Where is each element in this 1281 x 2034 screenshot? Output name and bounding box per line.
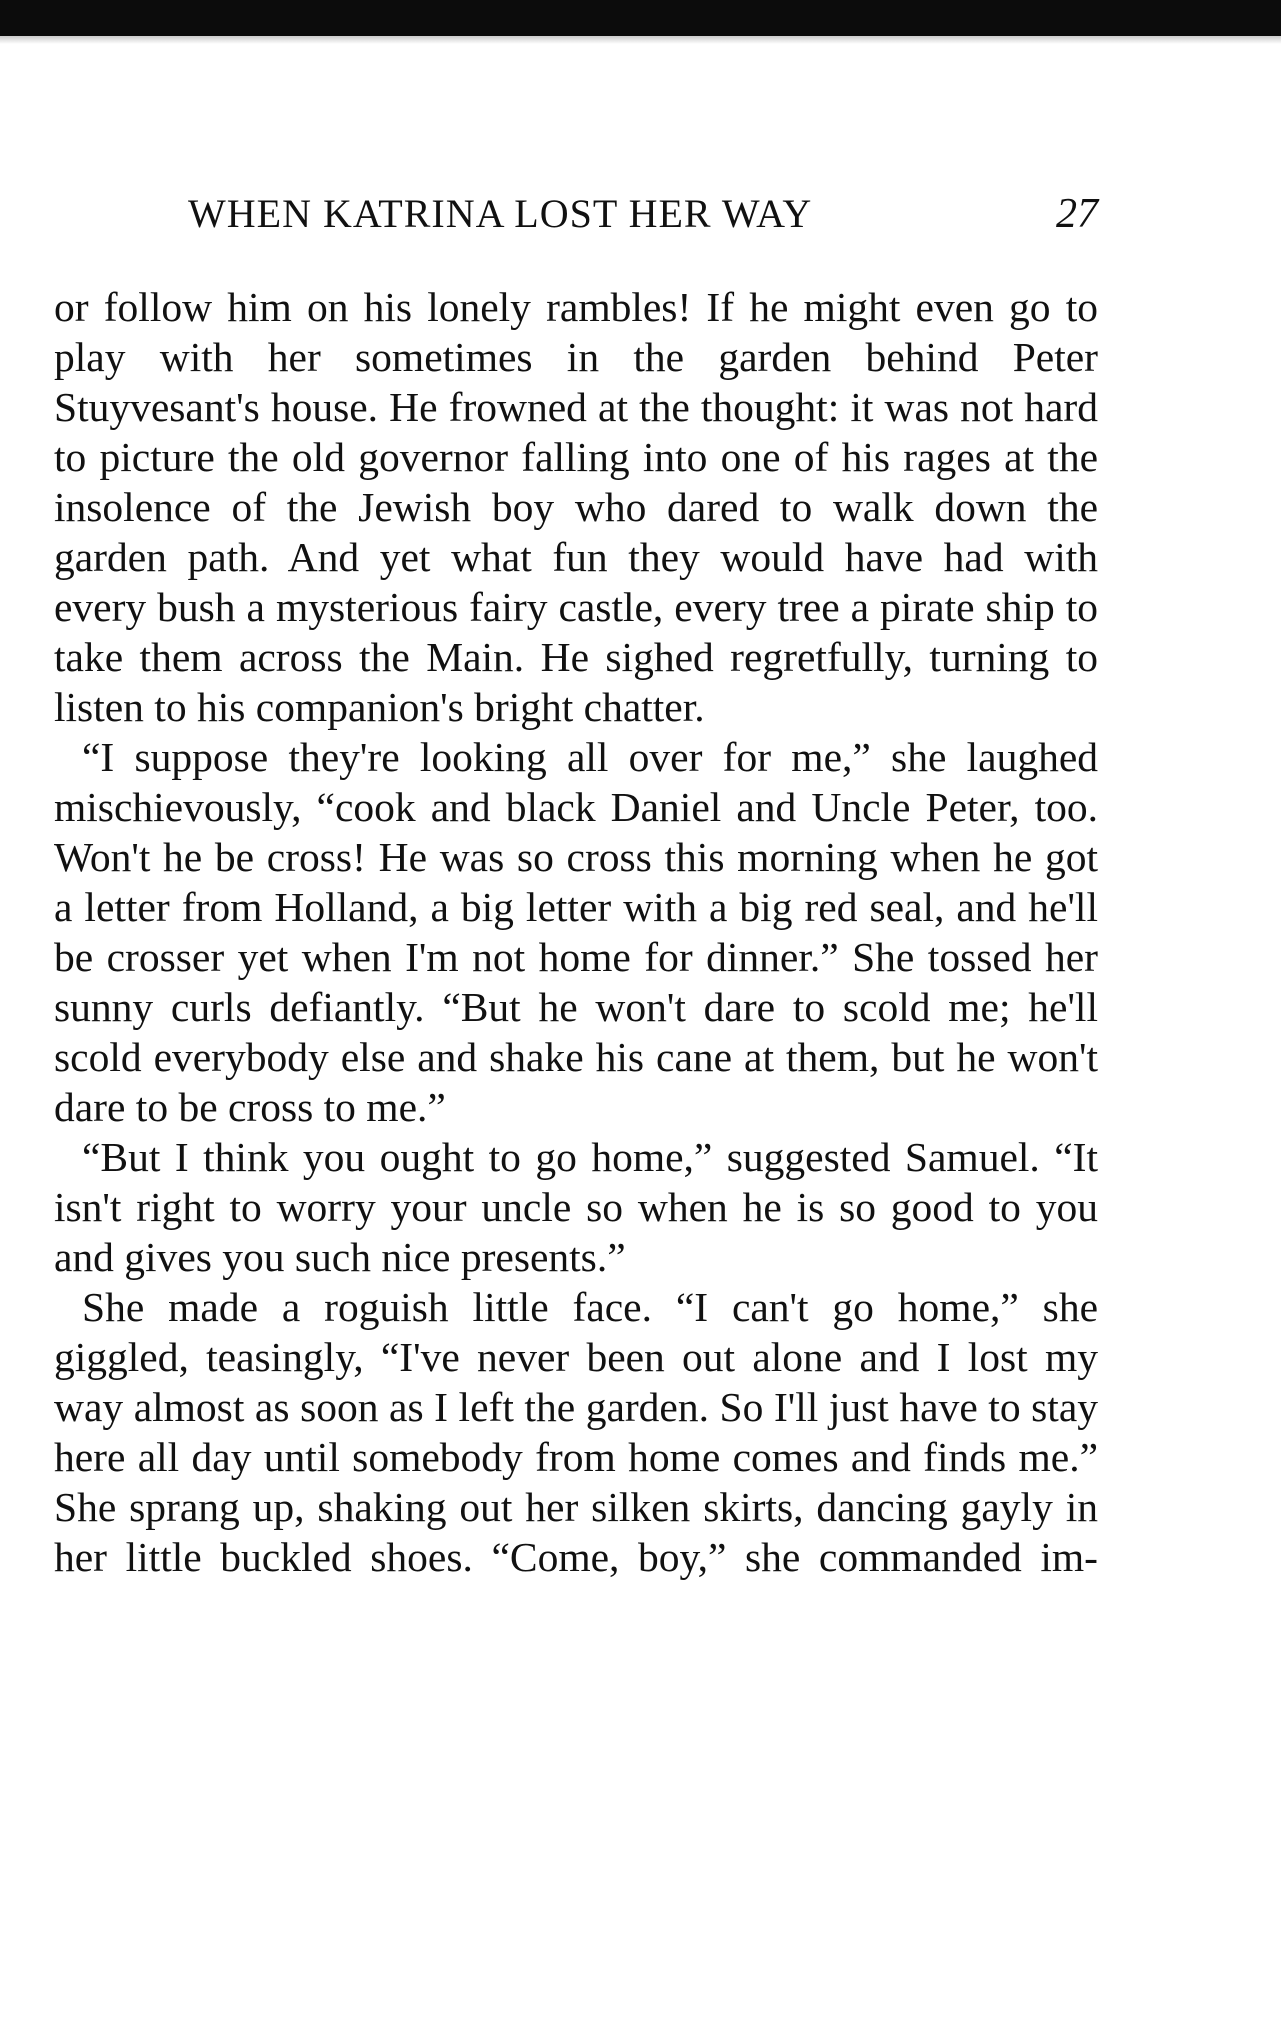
top-scan-border bbox=[0, 0, 1281, 36]
page-number: 27 bbox=[1056, 191, 1098, 237]
paragraph-2: “I suppose they're looking all over for me,” she laughed mischievously, “cook and black Daniel and Uncle Peter, too. Won't he be cross! He was so cross this morning when he got a letter from Holland, a big letter with a big red seal, and he'll be crosser yet when I'm not home for dinner.” She tossed her sunny curls defiantly. “But he won't dare to scold me; he'll scold everybody else and shake his cane at them, but he won't dare to be cross to me.” bbox=[54, 734, 1098, 1130]
paragraph-4: She made a roguish little face. “I can't go home,” she giggled, teasingly, “I've never been out alone and I lost my way almost as soon as I left the garden. So I'll just have to stay here all day until somebody from home comes and finds me.” She sprang up, shaking out her silken skirts, dancing gayly in her little buckled shoes. “Come, boy,” she commanded im- bbox=[54, 1284, 1098, 1580]
top-scan-shadow bbox=[0, 36, 1281, 44]
running-title: WHEN KATRINA LOST HER WAY bbox=[188, 191, 813, 236]
running-head bbox=[188, 190, 1098, 240]
body-text bbox=[54, 282, 1098, 1582]
paragraph-1: or follow him on his lonely rambles! If he might even go to play with her sometimes in the garden behind Peter Stuyvesant's house. He frowned at the thought: it was not hard to picture the old governor falling into one of his rages at the insolence of the Jewish boy who dared to walk down the garden path. And yet what fun they would have had with every bush a mysterious fairy castle, every tree a pirate ship to take them across the Main. He sighed regretfully, turning to listen to his companion's bright chatter. bbox=[54, 284, 1098, 730]
paragraph-3: “But I think you ought to go home,” suggested Samuel. “It isn't right to worry your uncle so when he is so good to you and gives you such nice presents.” bbox=[54, 1134, 1098, 1280]
